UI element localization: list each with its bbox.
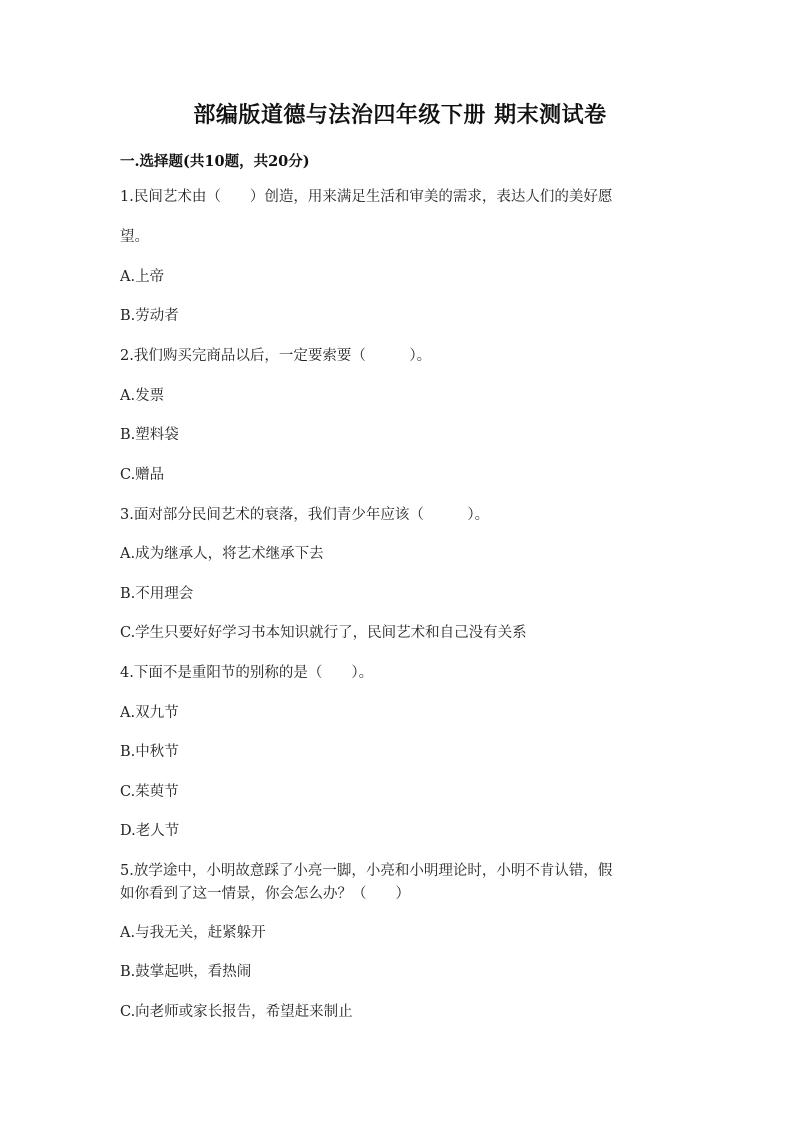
q2-option-b: B.塑料袋 — [120, 427, 179, 443]
q3-text: 3.面对部分民间艺术的衰落，我们青少年应该（ ）。 — [120, 507, 490, 523]
q5-option-b: B.鼓掌起哄，看热闹 — [120, 964, 252, 980]
q5-text-line2: 如你看到了这一情景，你会怎么办？（ ） — [120, 886, 410, 902]
exam-title: 部编版道德与法治四年级下册 期末测试卷 — [193, 102, 607, 128]
q1-text-line1: 1.民间艺术由（ ）创造，用来满足生活和审美的需求，表达人们的美好愿 — [120, 189, 613, 205]
q2-option-c: C.赠品 — [120, 467, 165, 483]
q3-option-c: C.学生只要好好学习书本知识就行了，民间艺术和自己没有关系 — [120, 625, 527, 641]
q5-option-c: C.向老师或家长报告，希望赶来制止 — [120, 1004, 353, 1020]
q1-text-line2: 望。 — [120, 229, 149, 245]
q2-text: 2.我们购买完商品以后，一定要索要（ ）。 — [120, 348, 432, 364]
q3-option-a: A.成为继承人，将艺术继承下去 — [120, 546, 324, 562]
q4-text: 4.下面不是重阳节的别称的是（ ）。 — [120, 665, 374, 681]
q1-option-a: A.上帝 — [120, 269, 165, 285]
q5-option-a: A.与我无关，赶紧躲开 — [120, 925, 266, 941]
q2-option-a: A.发票 — [120, 388, 165, 404]
q5-text-line1: 5.放学途中，小明故意踩了小亮一脚，小亮和小明理论时，小明不肯认错，假 — [120, 863, 613, 879]
q4-option-a: A.双九节 — [120, 705, 179, 721]
q3-option-b: B.不用理会 — [120, 586, 194, 602]
section-heading: 一.选择题(共10题，共20分) — [120, 153, 310, 170]
q4-option-c: C.茱萸节 — [120, 784, 179, 800]
q1-option-b: B.劳动者 — [120, 308, 179, 324]
q4-option-d: D.老人节 — [120, 823, 180, 839]
q4-option-b: B.中秋节 — [120, 744, 179, 760]
